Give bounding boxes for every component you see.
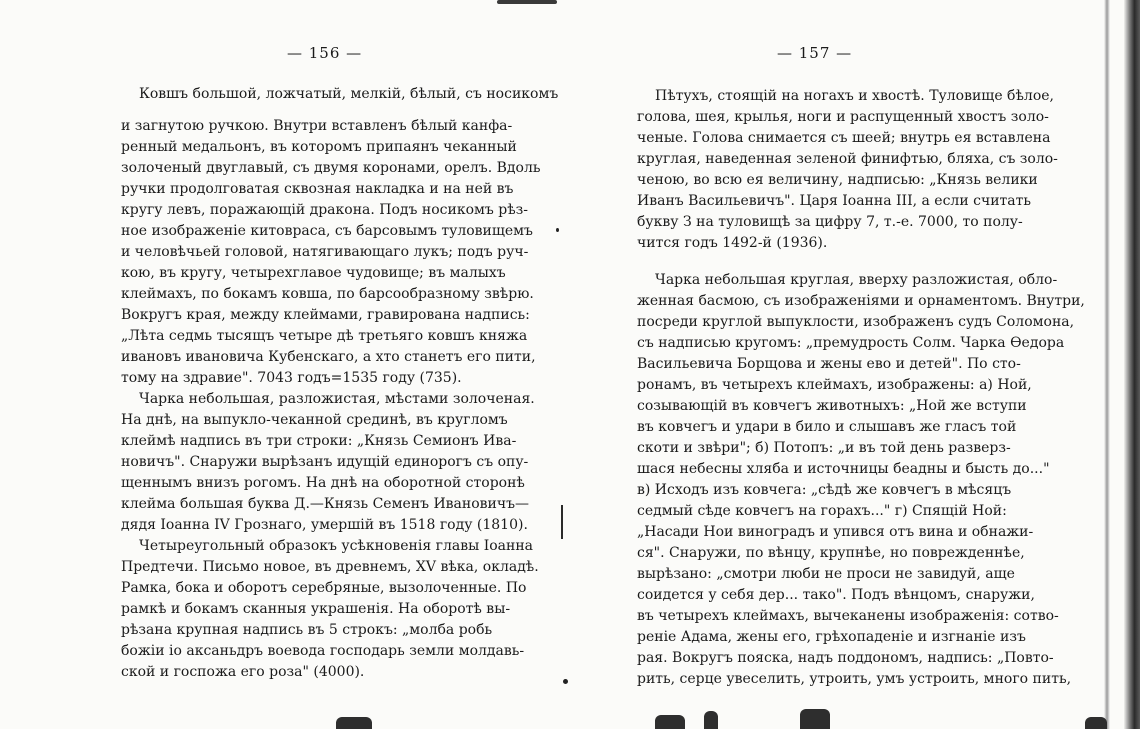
text-line: рѣзана крупная надпись въ 5 строкъ: „молба робь	[121, 622, 493, 638]
text-line: ронамъ, въ четырехъ клеймахъ, изображены: а) Ной,	[637, 377, 1032, 393]
text-line: и загнутою ручкою. Внутри вставленъ бѣлый канфа-	[121, 118, 513, 134]
text-line: Ковшъ большой, ложчатый, мелкій, бѣлый, съ носикомъ	[139, 86, 559, 102]
text-line: рамкѣ и бокамъ сканныя украшенія. На оборотѣ вы-	[121, 601, 511, 617]
text-line: клеймахъ, по бокамъ ковша, по барсообразному звѣрю.	[121, 286, 534, 302]
text-line: рить, серце увеселить, утроить, умъ устроить, много пить,	[637, 671, 1072, 687]
text-line: щеннымъ внизъ рогомъ. На днѣ на оборотной сторонѣ	[121, 475, 525, 491]
left-text-column	[121, 86, 559, 683]
text-line: созывающій въ ковчегъ животныхъ: „Ной же вступи	[637, 398, 1027, 414]
scan-smudge-bottom	[800, 709, 830, 729]
text-line: Чарка небольшая круглая, вверху разложистая, обло-	[655, 272, 1058, 288]
text-line: дядя Іоанна IV Грознаго, умершій въ 1518 году (1810).	[121, 517, 528, 533]
text-line: клейма большая буква Д.—Князь Семенъ Ивановичъ—	[121, 496, 530, 512]
scan-smudge-bottom	[655, 715, 685, 729]
scan-smudge-top	[497, 0, 557, 4]
text-line: Вокругъ края, между клеймами, гравирована надпись:	[121, 307, 530, 323]
scan-dot	[563, 679, 568, 684]
text-line: въ четырехъ клеймахъ, вычеканены изображенія: сотво-	[637, 608, 1059, 624]
text-line: рая. Вокругъ пояска, надъ поддономъ, надпись: „Повто-	[637, 650, 1054, 666]
scan-dot	[556, 228, 559, 232]
text-line: ручки продолговатая сквозная накладка и на ней въ	[121, 181, 514, 197]
text-line: кругу левъ, поражающій дракона. Подъ носикомъ рѣз-	[121, 202, 529, 218]
gutter-mark	[561, 505, 563, 539]
text-line: ся". Снаружи, по вѣнцу, крупнѣе, но поврежденнѣе,	[637, 545, 1025, 561]
text-line: скоти и звѣри"; б) Потопъ: „и въ той день разверз-	[637, 440, 1011, 456]
text-line: чится годъ 1492-й (1936).	[637, 235, 828, 251]
text-line: реніе Адама, жены его, грѣхопаденіе и изгнаніе изъ	[637, 629, 1026, 645]
text-line: вырѣзано: „смотри люби не проси не завидуй, аще	[637, 566, 1015, 582]
text-line: соидется у себя дер... тако". Подъ вѣнцомъ, снаружи,	[637, 587, 1035, 603]
text-line: голова, шея, крылья, ноги и распущенный хвостъ золо-	[637, 109, 1049, 125]
text-line: букву З на туловищѣ за цифру 7, т.-е. 7000, то полу-	[637, 214, 1023, 230]
text-line: Чарка небольшая, разложистая, мѣстами золоченая.	[139, 391, 535, 407]
text-line: тому на здравие". 7043 годъ=1535 году (735).	[121, 370, 462, 386]
text-line: „Лѣта седмь тысящъ четыре дѣ третьяго ковшъ княжа	[121, 328, 528, 344]
scan-smudge-bottom	[1085, 717, 1107, 729]
text-line: клеймѣ надпись въ три строки: „Князь Семионъ Ива-	[121, 433, 517, 449]
text-line: Четыреугольный образокъ усѣкновенія главы Іоанна	[139, 538, 534, 554]
text-line: женная басмою, съ изображеніями и орнаментомъ. Внутри,	[637, 293, 1085, 309]
text-line: ренный медальонъ, въ которомъ припаянъ чеканный	[121, 139, 517, 155]
scan-smudge-bottom	[704, 711, 718, 729]
text-line: в) Исходъ изъ ковчега: „сѣдѣ же ковчегъ в мѣсяцъ	[637, 482, 1012, 498]
scan-edge-shadow	[1104, 0, 1110, 729]
text-line: божіи іо аксаньдръ воевода господарь земли молдавь-	[121, 643, 525, 659]
text-line: шася небесны хляба и источницы беадны и бысть до..."	[637, 461, 1050, 477]
text-line: ченою, во всю ея величину, надписью: „Князь велики	[637, 172, 1038, 188]
right-page	[570, 0, 1140, 729]
text-line: ивановъ ивановича Кубенскаго, а хто станетъ его пити,	[121, 349, 536, 365]
text-line: седмый сѣде ковчегъ на горахъ..." г) Спящій Ной:	[637, 503, 1007, 519]
page-number-left: — 156 —	[287, 44, 363, 62]
text-line: Рамка, бока и оборотъ серебряные, вызолоченные. По	[121, 580, 527, 596]
text-line: ской и госпожа его роза" (4000).	[121, 664, 365, 680]
text-line: Васильевича Борщова и жены ево и детей". По сто-	[637, 356, 1021, 372]
text-line: ченые. Голова снимается съ шеей; внутрь ея вставлена	[637, 130, 1051, 146]
scan-edge-binding	[1124, 0, 1140, 729]
text-line: ное изображеніе китовраса, съ барсовымъ туловищемъ	[121, 223, 533, 239]
text-line: золоченый двуглавый, съ двумя коронами, орелъ. Вдоль	[121, 160, 541, 176]
page-number-right: — 157 —	[777, 44, 853, 62]
text-line: Пѣтухъ, стоящій на ногахъ и хвостѣ. Туловище бѣлое,	[655, 88, 1054, 104]
text-line: круглая, наведенная зеленой финифтью, бляха, съ золо-	[637, 151, 1058, 167]
text-line: На днѣ, на выпукло-чеканной срединѣ, въ кругломъ	[121, 412, 508, 428]
text-line: Предтечи. Письмо новое, въ древнемъ, XV вѣка, окладѣ.	[121, 559, 539, 575]
text-line: „Насади Нои виноградъ и упився отъ вина и обнажи-	[637, 524, 1034, 540]
paragraph-gap	[637, 254, 1029, 270]
text-line: посреди круглой выпуклости, изображенъ судъ Соломона,	[637, 314, 1075, 330]
text-line: кою, въ кругу, четырехглавое чудовище; въ малыхъ	[121, 265, 506, 281]
text-line: новичъ". Снаружи вырѣзанъ идущій единорогъ съ опу-	[121, 454, 529, 470]
scan-smudge-bottom	[336, 717, 372, 729]
text-line: и человѣчьей головой, натягивающаго лукъ; подъ руч-	[121, 244, 529, 260]
text-line: съ надписью кругомъ: „премудрость Солм. Чарка Ѳедора	[637, 335, 1065, 351]
text-line: Иванъ Васильевичъ". Царя Іоанна III, а если считать	[637, 193, 1031, 209]
right-text-column	[637, 86, 1085, 690]
text-line: въ ковчегъ и удари в било и слышавъ же гласъ той	[637, 419, 1017, 435]
